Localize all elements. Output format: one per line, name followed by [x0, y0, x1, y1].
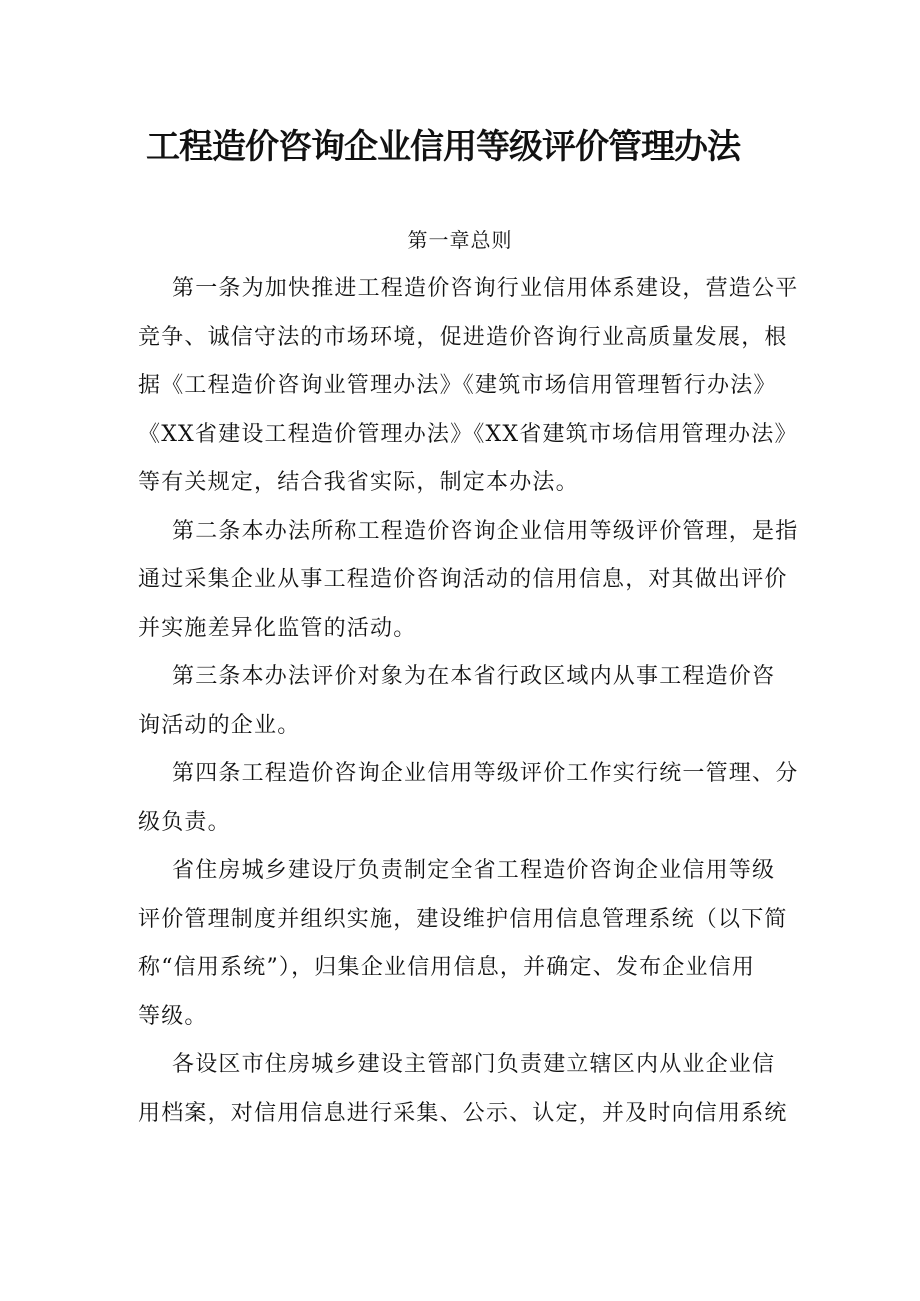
paragraph-line: 等有关规定，结合我省实际，制定本办法。: [138, 470, 579, 495]
paragraph-line: 级负责。: [138, 809, 231, 835]
paragraph-line: 第三条本办法评价对象为在本省行政区域内从事工程造价咨: [172, 664, 776, 689]
paragraph-line: 用档案，对信用信息进行采集、公示、认定，并及时向信用系统: [138, 1100, 788, 1126]
paragraph-line: 省住房城乡建设厅负责制定全省工程造价咨询企业信用等级: [172, 858, 776, 883]
document-body: [138, 265, 798, 1138]
paragraph-line: 询活动的企业。: [138, 712, 301, 738]
paragraph-line: 各设区市住房城乡建设主管部门负责建立辖区内从业企业信: [172, 1052, 776, 1077]
paragraph: [138, 508, 798, 654]
paragraph-line: 《XX省建设工程造价管理办法》《XX省建筑市场信用管理办法》: [138, 421, 798, 447]
paragraph-line: 竞争、诚信守法的市场环境，促进造价咨询行业高质量发展，根: [138, 324, 788, 350]
paragraph-line: 第二条本办法所称工程造价咨询企业信用等级评价管理，是指: [172, 518, 799, 544]
paragraph-line: 第四条工程造价咨询企业信用等级评价工作实行统一管理、分: [172, 761, 799, 786]
paragraph-line: 第一条为加快推进工程造价咨询行业信用体系建设，营造公平: [172, 276, 799, 301]
chapter-heading: 第一章总则: [407, 228, 513, 252]
paragraph: [138, 265, 798, 508]
paragraph: [138, 847, 798, 1041]
document-title: 工程造价咨询企业信用等级评价管理办法: [146, 127, 740, 167]
paragraph: [138, 653, 798, 750]
paragraph-line: 评价管理制度并组织实施，建设维护信用信息管理系统（以下简: [138, 906, 788, 932]
paragraph-line: 并实施差异化监管的活动。: [138, 615, 417, 641]
paragraph-line: 通过采集企业从事工程造价咨询活动的信用信息，对其做出评价: [138, 567, 788, 592]
paragraph-line: 等级。: [138, 1003, 208, 1029]
paragraph: [138, 1041, 798, 1138]
paragraph-line: 据《工程造价咨询业管理办法》《建筑市场信用管理暂行办法》: [138, 373, 777, 398]
paragraph: [138, 750, 798, 847]
paragraph-line: 称“信用系统”），归集企业信用信息，并确定、发布企业信用: [138, 955, 756, 980]
